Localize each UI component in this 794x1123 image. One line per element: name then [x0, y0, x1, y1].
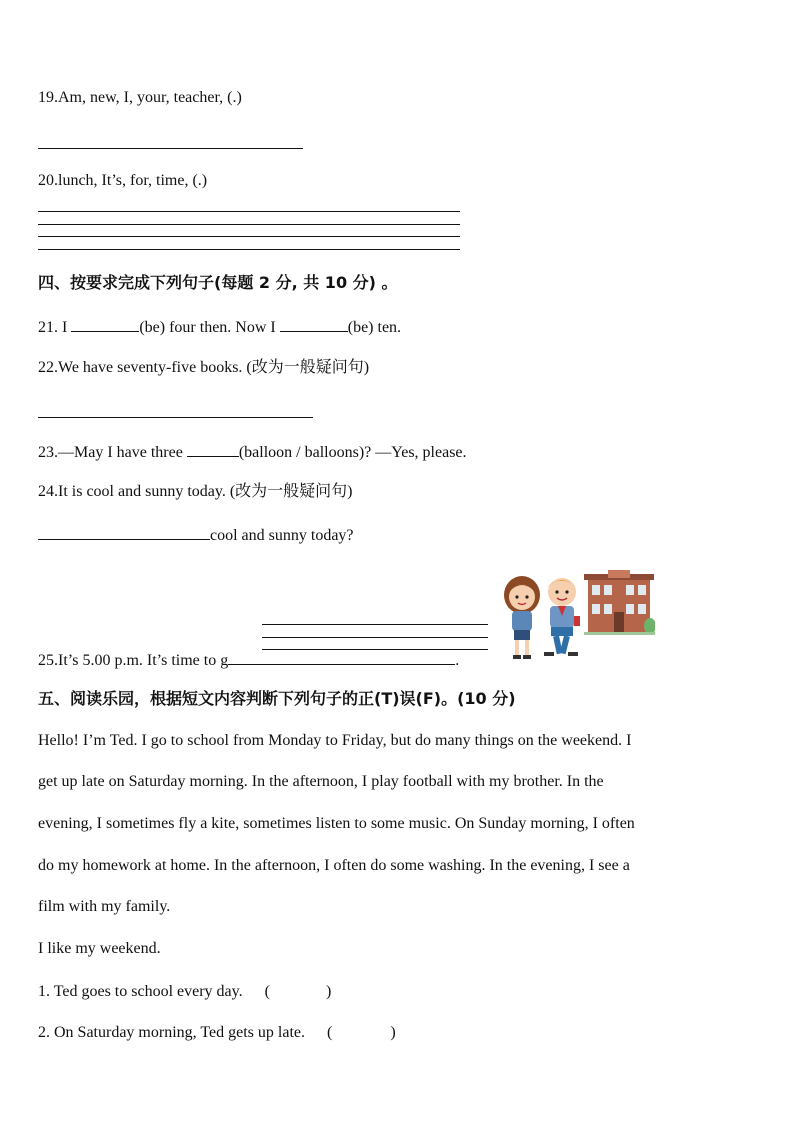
question-21-part2: (be) four then. Now I [139, 319, 280, 336]
blank-21-2[interactable] [280, 316, 348, 332]
tf-answer-2[interactable]: ( ) [326, 1024, 396, 1041]
answer-line-25-1[interactable] [262, 624, 488, 625]
tf-item-2-text: 2. On Saturday morning, Ted gets up late. [38, 1024, 305, 1041]
answer-line-20-3[interactable] [38, 236, 460, 237]
passage-line: get up late on Saturday morning. In the afternoon, I play football with my brother. In the [38, 773, 604, 790]
passage-line: do my homework at home. In the afternoon, I often do some washing. In the evening, I see a [38, 857, 630, 874]
question-23-part1: 23.—May I have three [38, 444, 187, 461]
tf-item-1 [38, 982, 331, 1002]
blank-25[interactable] [228, 649, 455, 665]
question-24-answer-line [38, 524, 354, 546]
answer-line-19[interactable] [38, 148, 303, 149]
kids-and-school-illustration [500, 570, 655, 665]
girl-student-icon [504, 576, 540, 659]
question-23 [38, 441, 467, 463]
tf-item-2 [38, 1023, 396, 1043]
blank-24[interactable] [38, 524, 210, 540]
section-5-heading: 五、阅读乐园，根据短文内容判断下列句子的正(T)误(F)。(10 分) [38, 689, 516, 708]
school-building-icon [584, 570, 655, 635]
tf-answer-1[interactable]: ( ) [264, 983, 332, 1000]
section-4-heading: 四、按要求完成下列句子(每题 2 分, 共 10 分) 。 [38, 273, 398, 292]
question-21 [38, 316, 401, 338]
question-24: 24.It is cool and sunny today. (改为一般疑问句) [38, 483, 353, 500]
boy-student-icon [544, 578, 580, 656]
question-25-end: . [455, 652, 460, 669]
tf-item-1-text: 1. Ted goes to school every day. [38, 983, 243, 1000]
question-19: 19.Am, new, I, your, teacher, (.) [38, 89, 242, 106]
answer-line-20-4[interactable] [38, 249, 460, 250]
answer-line-25-2[interactable] [262, 637, 488, 638]
answer-line-20-2[interactable] [38, 224, 460, 225]
question-23-part2: (balloon / balloons)? —Yes, please. [238, 444, 467, 461]
question-25 [38, 649, 459, 671]
blank-23[interactable] [187, 441, 239, 457]
passage-line: evening, I sometimes fly a kite, sometimes listen to some music. On Sunday morning, I often [38, 815, 635, 832]
question-24-tail: cool and sunny today? [210, 527, 354, 544]
passage-line: film with my family. [38, 898, 171, 915]
question-20: 20.lunch, It’s, for, time, (.) [38, 172, 208, 189]
question-21-part3: (be) ten. [347, 319, 402, 336]
passage-line: I like my weekend. [38, 940, 161, 957]
question-22: 22.We have seventy-five books. (改为一般疑问句) [38, 359, 370, 376]
answer-line-20-1[interactable] [38, 211, 460, 212]
question-21-part1: 21. I [38, 319, 72, 336]
question-25-text: 25.It’s 5.00 p.m. It’s time to g [38, 652, 229, 669]
blank-21-1[interactable] [71, 316, 139, 332]
answer-line-22[interactable] [38, 417, 313, 418]
passage-line: Hello! I’m Ted. I go to school from Monday to Friday, but do many things on the weekend. I [38, 732, 632, 749]
